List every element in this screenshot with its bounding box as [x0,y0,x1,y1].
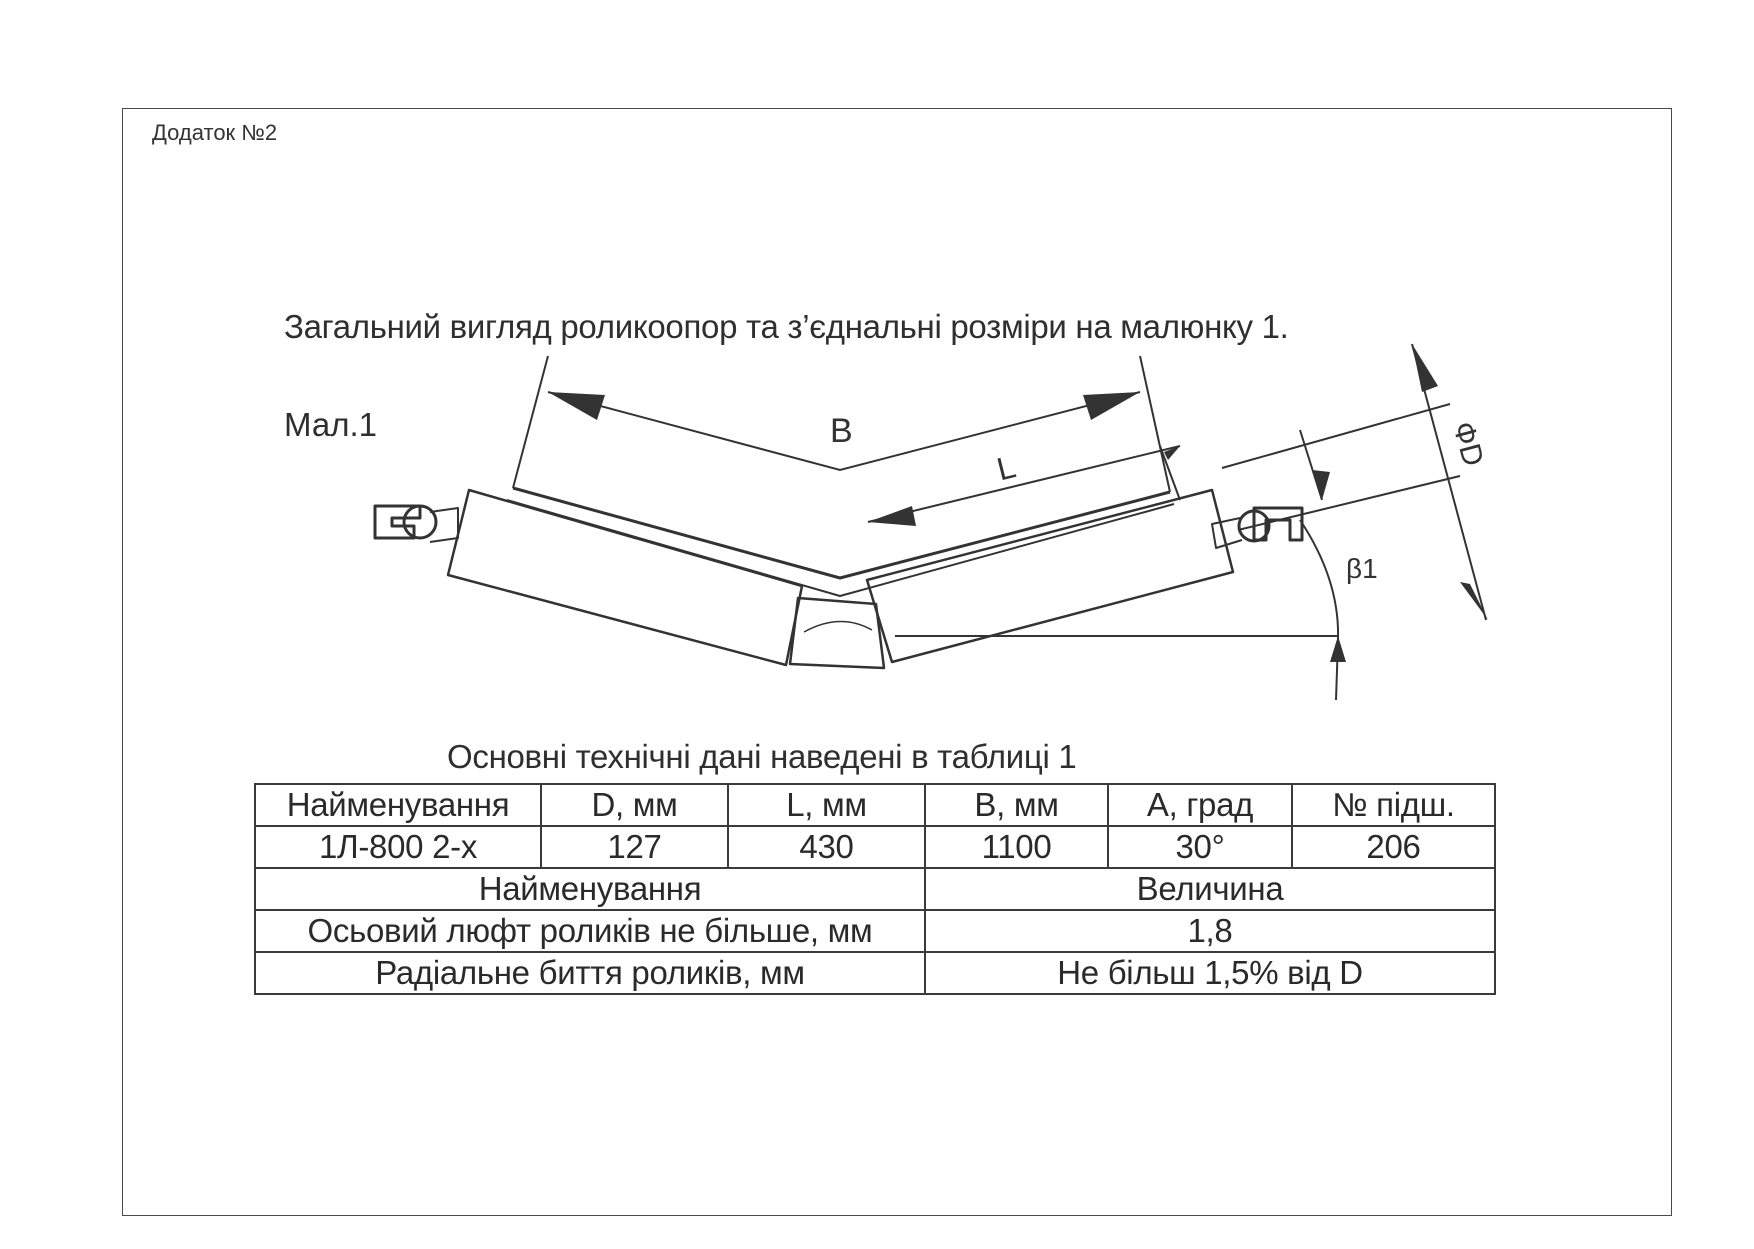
header-cell: D, мм [541,784,728,826]
table-header-row [255,784,1495,826]
params-header-row [255,868,1495,910]
table-cell: 1Л-800 2-х [255,826,541,868]
param-name: Радіальне биття роликів, мм [255,952,925,994]
table-cell: 430 [728,826,925,868]
table-caption: Основні технічні дані наведені в таблиці 1 [447,738,1077,775]
dimension-b-label: B [830,412,853,450]
spec-table [254,783,1496,995]
center-roller [790,598,884,668]
table-row [255,952,1495,994]
params-name-header: Найменування [255,868,925,910]
left-bracket [375,506,420,538]
dimension-d-label: ФD [1446,418,1490,470]
header-cell: B, мм [925,784,1108,826]
param-name: Осьовий люфт роликів не більше, мм [255,910,925,952]
param-value: 1,8 [925,910,1495,952]
dimension-l-label: L [993,448,1020,488]
params-value-header: Величина [925,868,1495,910]
header-cell: A, град [1108,784,1292,826]
figure-label: Мал.1 [284,406,377,443]
dimension-beta-label: β1 [1346,553,1378,584]
table-row [255,826,1495,868]
header-cell: L, мм [728,784,925,826]
param-value: Не більш 1,5% від D [925,952,1495,994]
table-cell: 206 [1292,826,1495,868]
header-cell: Найменування [255,784,541,826]
header-cell: № підш. [1292,784,1495,826]
table-row [255,910,1495,952]
appendix-label: Додаток №2 [152,120,278,145]
table-cell: 1100 [925,826,1108,868]
left-roller [448,490,802,665]
table-cell: 127 [541,826,728,868]
figure-heading: Загальний вигляд роликоопор та з’єднальні розміри на малюнку 1. [284,308,1289,345]
table-cell: 30° [1108,826,1292,868]
